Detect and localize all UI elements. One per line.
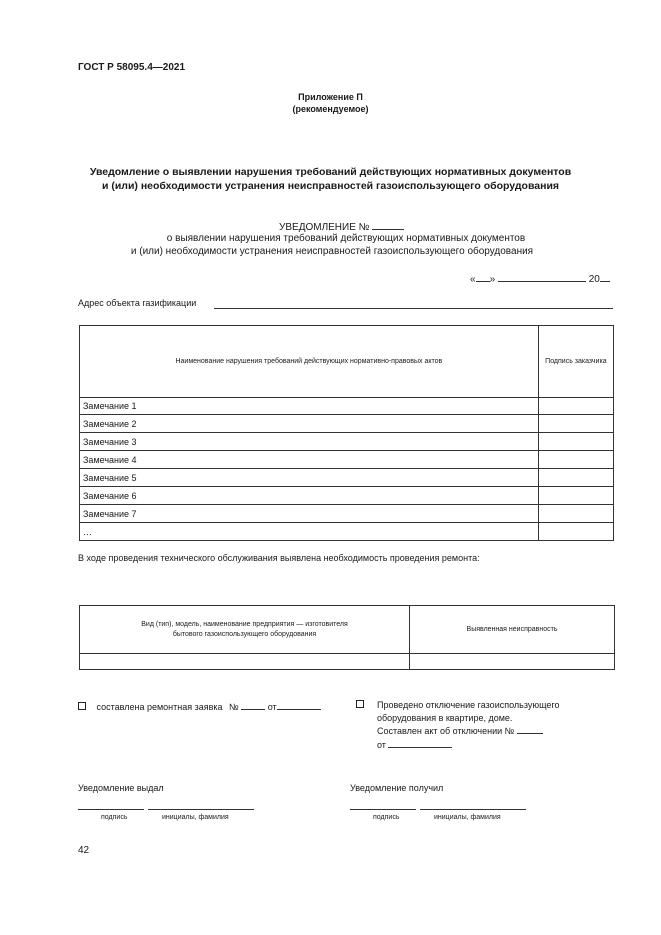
repair-request-text: составлена ремонтная заявка xyxy=(96,702,223,712)
issued-name-caption: инициалы, фамилия xyxy=(162,814,229,821)
disconnect-line1: Проведено отключение газоиспользующего xyxy=(377,700,560,710)
disconnect-checkbox[interactable] xyxy=(356,700,364,710)
notice-line1: о выявлении нарушения требований действующих нормативных документов xyxy=(166,233,526,244)
standard-number: ГОСТ Р 58095.4—2021 xyxy=(78,62,186,73)
disconnect-line2: оборудования в квартире, доме. xyxy=(377,712,513,723)
disconnect-act-number-field[interactable] xyxy=(517,724,543,734)
address-label: Адрес объекта газификации xyxy=(78,298,197,308)
violation-sign-cell[interactable] xyxy=(538,398,613,415)
violations-header-main: Наименование нарушения требований действующих нормативно-правовых актов xyxy=(80,326,539,398)
appendix-title: Приложение П xyxy=(298,92,363,102)
option-repair-request xyxy=(78,700,321,712)
violation-sign-cell[interactable] xyxy=(538,523,613,541)
violation-row-label: Замечание 3 xyxy=(80,433,539,451)
address-field[interactable] xyxy=(214,307,613,309)
equipment-table xyxy=(79,605,615,670)
date-year-prefix: 20 xyxy=(588,274,600,285)
issued-sign-caption: подпись xyxy=(101,814,128,821)
disconnect-act-label: Составлен акт об отключении № xyxy=(377,726,515,736)
equipment-fault-cell[interactable] xyxy=(410,654,615,670)
violation-sign-cell[interactable] xyxy=(538,433,613,451)
received-sign-caption: подпись xyxy=(373,814,400,821)
disconnect-act-date-label: от xyxy=(377,739,386,750)
violation-sign-cell[interactable] xyxy=(538,487,613,505)
violation-row-label: Замечание 1 xyxy=(80,398,539,415)
equipment-header-model: Вид (тип), модель, наименование предприятия — изготовителя бытового газоиспользующего оборудования xyxy=(80,606,410,654)
date-month-field[interactable] xyxy=(498,272,586,282)
equipment-model-cell[interactable] xyxy=(80,654,410,670)
date-day-field[interactable] xyxy=(476,272,490,282)
violation-sign-cell[interactable] xyxy=(538,505,613,523)
violations-table xyxy=(79,325,614,541)
issued-label: Уведомление выдал xyxy=(78,783,164,793)
repair-request-date-field[interactable] xyxy=(277,700,321,710)
repair-request-checkbox[interactable] xyxy=(78,702,86,710)
repair-request-no-label: № xyxy=(229,702,239,712)
repair-text: В ходе проведения технического обслуживания выявлена необходимость проведения ремонта: xyxy=(78,553,480,563)
notice-line2: и (или) необходимости устранения неисправностей газоиспользующего оборудования xyxy=(130,246,534,257)
violation-row-label: Замечание 6 xyxy=(80,487,539,505)
received-name-field[interactable] xyxy=(420,808,526,810)
page-number: 42 xyxy=(78,845,90,856)
disconnect-act-date-field[interactable] xyxy=(388,738,452,748)
violation-row-label: Замечание 4 xyxy=(80,451,539,469)
violation-row-label: Замечание 5 xyxy=(80,469,539,487)
notice-heading-text: УВЕДОМЛЕНИЕ № xyxy=(279,222,370,233)
violation-row-label: Замечание 2 xyxy=(80,415,539,433)
date-year-field[interactable] xyxy=(600,272,610,282)
section-title-line1: Уведомление о выявлении нарушения требований действующих нормативных документов xyxy=(89,166,572,178)
issued-signature-field[interactable] xyxy=(78,808,144,810)
violation-row-label: Замечание 7 xyxy=(80,505,539,523)
notice-number-field[interactable] xyxy=(372,220,404,230)
repair-request-number-field[interactable] xyxy=(241,700,265,710)
notice-date xyxy=(470,272,610,285)
equipment-header-fault: Выявленная неисправность xyxy=(410,606,615,654)
repair-request-date-label: от xyxy=(267,702,277,712)
notice-heading xyxy=(279,220,404,233)
violation-row-label: … xyxy=(80,523,539,541)
violations-header-sign: Подпись заказчика xyxy=(538,326,613,398)
option-disconnect xyxy=(377,699,560,751)
issued-name-field[interactable] xyxy=(148,808,254,810)
received-name-caption: инициалы, фамилия xyxy=(434,814,501,821)
date-quote-open: « xyxy=(470,274,476,285)
received-label: Уведомление получил xyxy=(350,783,444,793)
violation-sign-cell[interactable] xyxy=(538,415,613,433)
appendix-subtitle: (рекомендуемое) xyxy=(292,104,369,114)
date-quote-close: » xyxy=(489,274,496,285)
section-title-line2: и (или) необходимости устранения неисправностей газоиспользующего оборудования xyxy=(101,180,560,192)
violation-sign-cell[interactable] xyxy=(538,469,613,487)
received-signature-field[interactable] xyxy=(350,808,416,810)
violation-sign-cell[interactable] xyxy=(538,451,613,469)
